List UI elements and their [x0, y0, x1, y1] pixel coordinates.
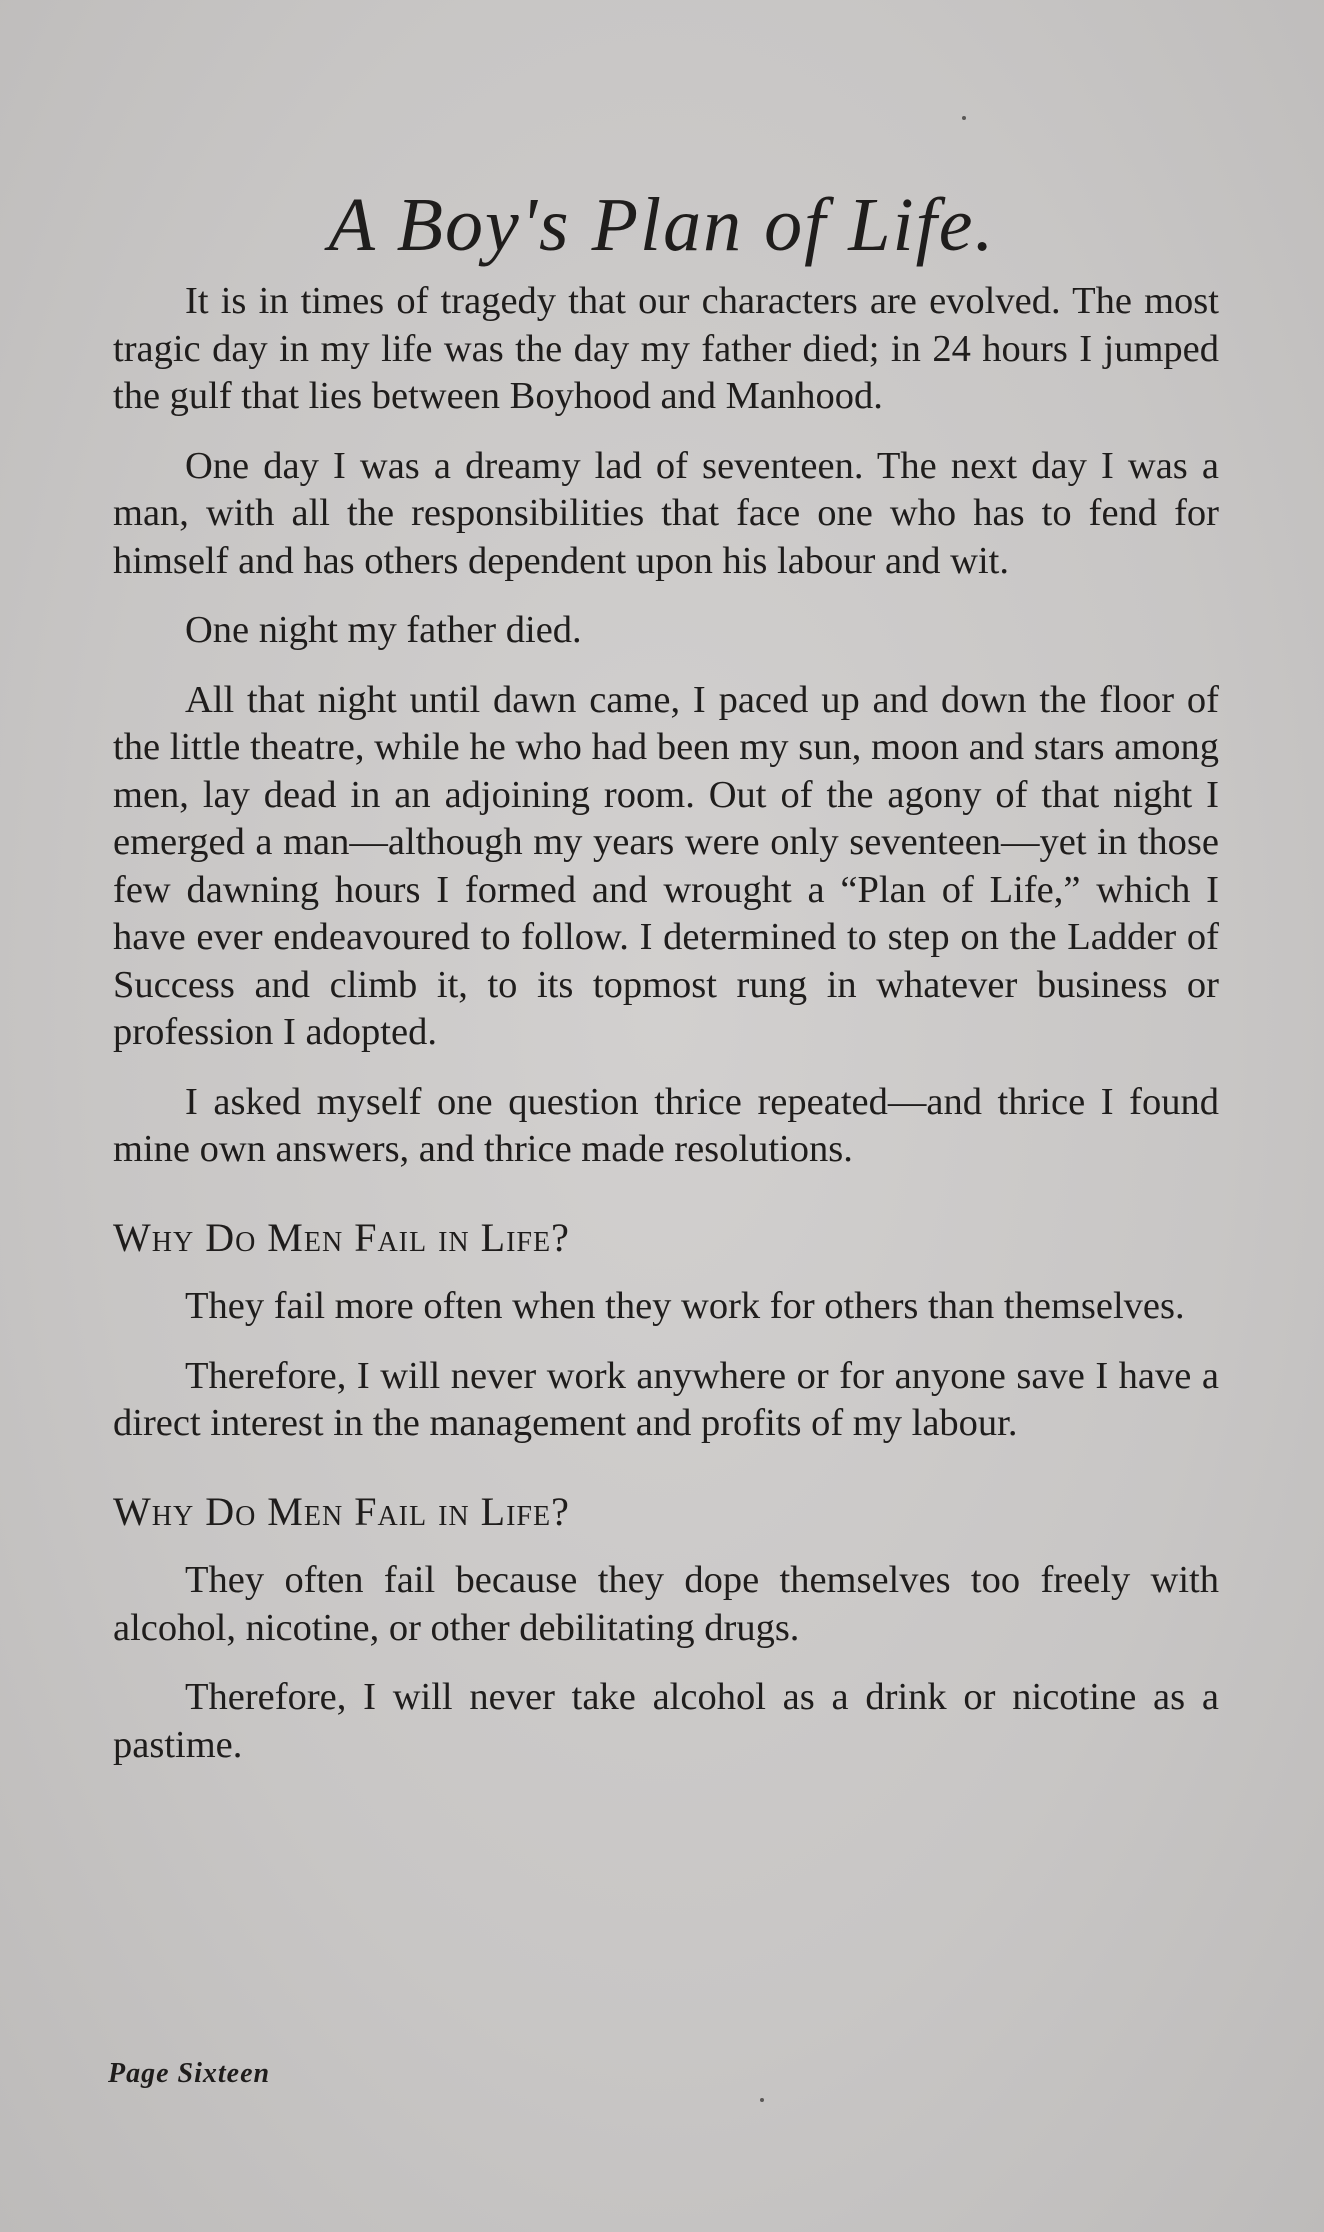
paragraph-3: One night my father died. — [185, 609, 582, 651]
section-1-answer: They fail more often when they work for others than themselves. — [185, 1285, 1185, 1327]
paper-speck — [760, 2098, 764, 2102]
paper-speck — [962, 116, 966, 120]
paragraph-1: It is in times of tragedy that our characters are evolved. The most tragic day in my life was the day my father died; in 24 hours I jumped the gulf that lies between Boyhood and Manhood. — [113, 280, 1219, 417]
page-number: Page Sixteen — [108, 2058, 271, 2089]
section-heading-1: Why Do Men Fail in Life? — [113, 1214, 570, 1260]
paragraph-4: All that night until dawn came, I paced up and down the floor of the little theatre, while he who had been my sun, moon and stars among men, lay dead in an adjoining room. Out of the agony of that night I emerged a man—although my years were only seventeen—yet in those few dawning hours I formed and wrought a “Plan of Life,” which I have ever endeavoured to follow. I determined to step on the Ladder of Success and climb it, to its topmost rung in whatever business or profession I adopted. — [113, 678, 1219, 1053]
section-1-resolution: Therefore, I will never work anywhere or for anyone save I have a direct interest in the management and profits of my labour. — [113, 1354, 1219, 1444]
section-2-answer: They often fail because they dope themselves too freely with alcohol, nicotine, or other debilitating drugs. — [113, 1559, 1219, 1649]
section-heading-2: Why Do Men Fail in Life? — [113, 1488, 570, 1534]
paragraph-5: I asked myself one question thrice repeated—and thrice I found mine own answers, and thrice made resolutions. — [113, 1080, 1219, 1170]
page-title: A Boy's Plan of Life. — [328, 183, 996, 267]
paragraph-2: One day I was a dreamy lad of seventeen. The next day I was a man, with all the responsibilities that face one who has to fend for himself and has others dependent upon his labour and wit. — [113, 444, 1219, 582]
page-body — [113, 278, 1219, 1791]
section-2-resolution: Therefore, I will never take alcohol as a drink or nicotine as a pastime. — [113, 1676, 1219, 1766]
